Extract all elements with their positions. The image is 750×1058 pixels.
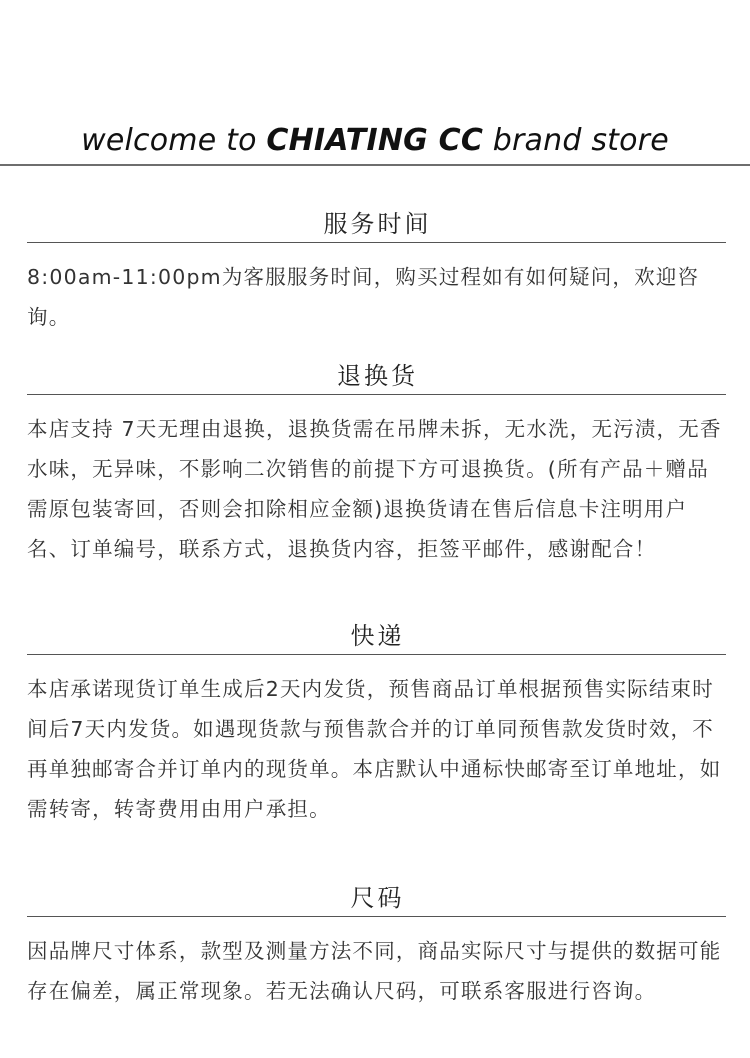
section-body: 本店承诺现货订单生成后2天内发货，预售商品订单根据预售实际结束时间后7天内发货。如遇现货款与预售款合并的订单同预售款发货时效，不再单独邮寄合并订单内的现货单。本店默认中通标快邮寄至订单地址，如需转寄，转寄费用由用户承担。 [27,677,722,821]
section-sizing [27,880,726,1011]
section-returns [27,358,726,569]
welcome-prefix: welcome to [81,123,267,158]
section-body: 8:00am-11:00pm为客服服务时间，购买过程如有如何疑问，欢迎咨询。 [27,265,700,329]
section-shipping [27,618,726,829]
section-heading-text: 尺码 [350,884,405,912]
section-heading [27,206,726,243]
section-body: 因品牌尺寸体系，款型及测量方法不同，商品实际尺寸与提供的数据可能存在偏差，属正常现象。若无法确认尺码，可联系客服进行咨询。 [27,939,722,1003]
section-heading [27,618,726,655]
section-heading-text: 快递 [350,622,405,650]
store-header [0,118,750,166]
section-heading [27,880,726,917]
section-heading [27,358,726,395]
section-service-hours [27,206,726,337]
section-body: 本店支持 7天无理由退换，退换货需在吊牌未拆，无水洗，无污渍，无香水味，无异味，不影响二次销售的前提下方可退换货。(所有产品＋赠品需原包装寄回，否则会扣除相应金额)退换货请在售后信息卡注明用户名、订单编号，联系方式，退换货内容，拒签平邮件，感谢配合！ [27,417,722,561]
section-heading-text: 服务时间 [323,210,432,238]
section-heading-text: 退换货 [337,362,418,390]
brand-name: CHIATING CC [266,123,484,158]
welcome-title [81,118,669,164]
welcome-suffix: brand store [483,123,669,158]
